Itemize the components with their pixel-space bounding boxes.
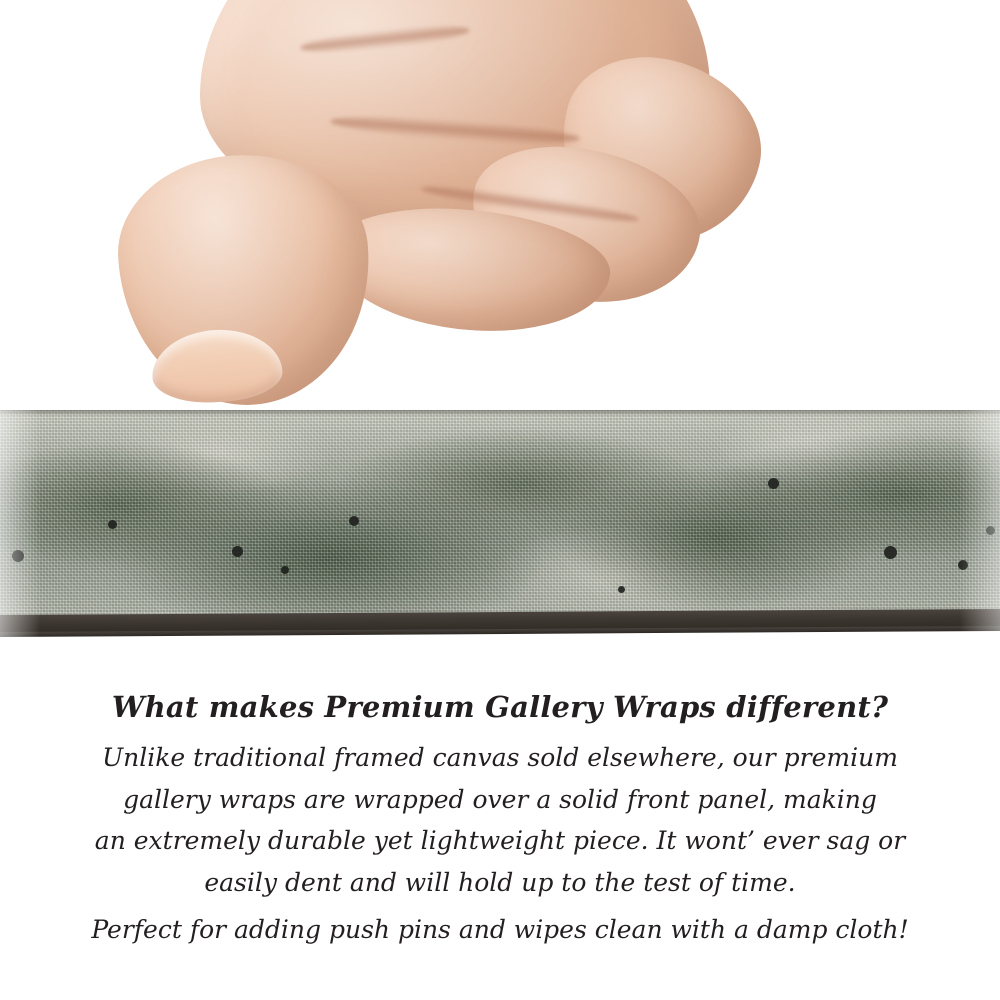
canvas-speck — [884, 546, 897, 559]
canvas-top-shadow — [0, 410, 1000, 416]
canvas-speck — [768, 478, 779, 489]
caption-line: an extremely durable yet lightweight piece. It wont’ ever sag or — [94, 826, 906, 855]
caption-closing-line: Perfect for adding push pins and wipes clean with a damp cloth! — [91, 915, 909, 944]
caption-line: easily dent and will hold up to the test of time. — [204, 867, 796, 897]
canvas-panel-edge — [0, 609, 1000, 637]
caption-line: Unlike traditional framed canvas sold elsewhere, our premium — [102, 743, 898, 772]
canvas-speck — [281, 566, 289, 574]
canvas-speck — [108, 520, 117, 529]
canvas-speck — [958, 560, 968, 570]
hand-photo-region — [0, 0, 1000, 412]
caption-heading: What makes Premium Gallery Wraps different? — [111, 690, 889, 724]
caption-body — [0, 740, 1000, 948]
canvas-wrap-face — [0, 410, 1000, 622]
canvas-weave-grain — [0, 410, 1000, 622]
canvas-speck — [618, 586, 625, 593]
canvas-speck — [12, 550, 24, 562]
canvas-speck — [232, 546, 243, 557]
canvas-speck — [986, 526, 995, 535]
caption-block — [0, 690, 1000, 954]
caption-line: gallery wraps are wrapped over a solid front panel, making — [123, 784, 877, 814]
canvas-speck — [349, 516, 359, 526]
